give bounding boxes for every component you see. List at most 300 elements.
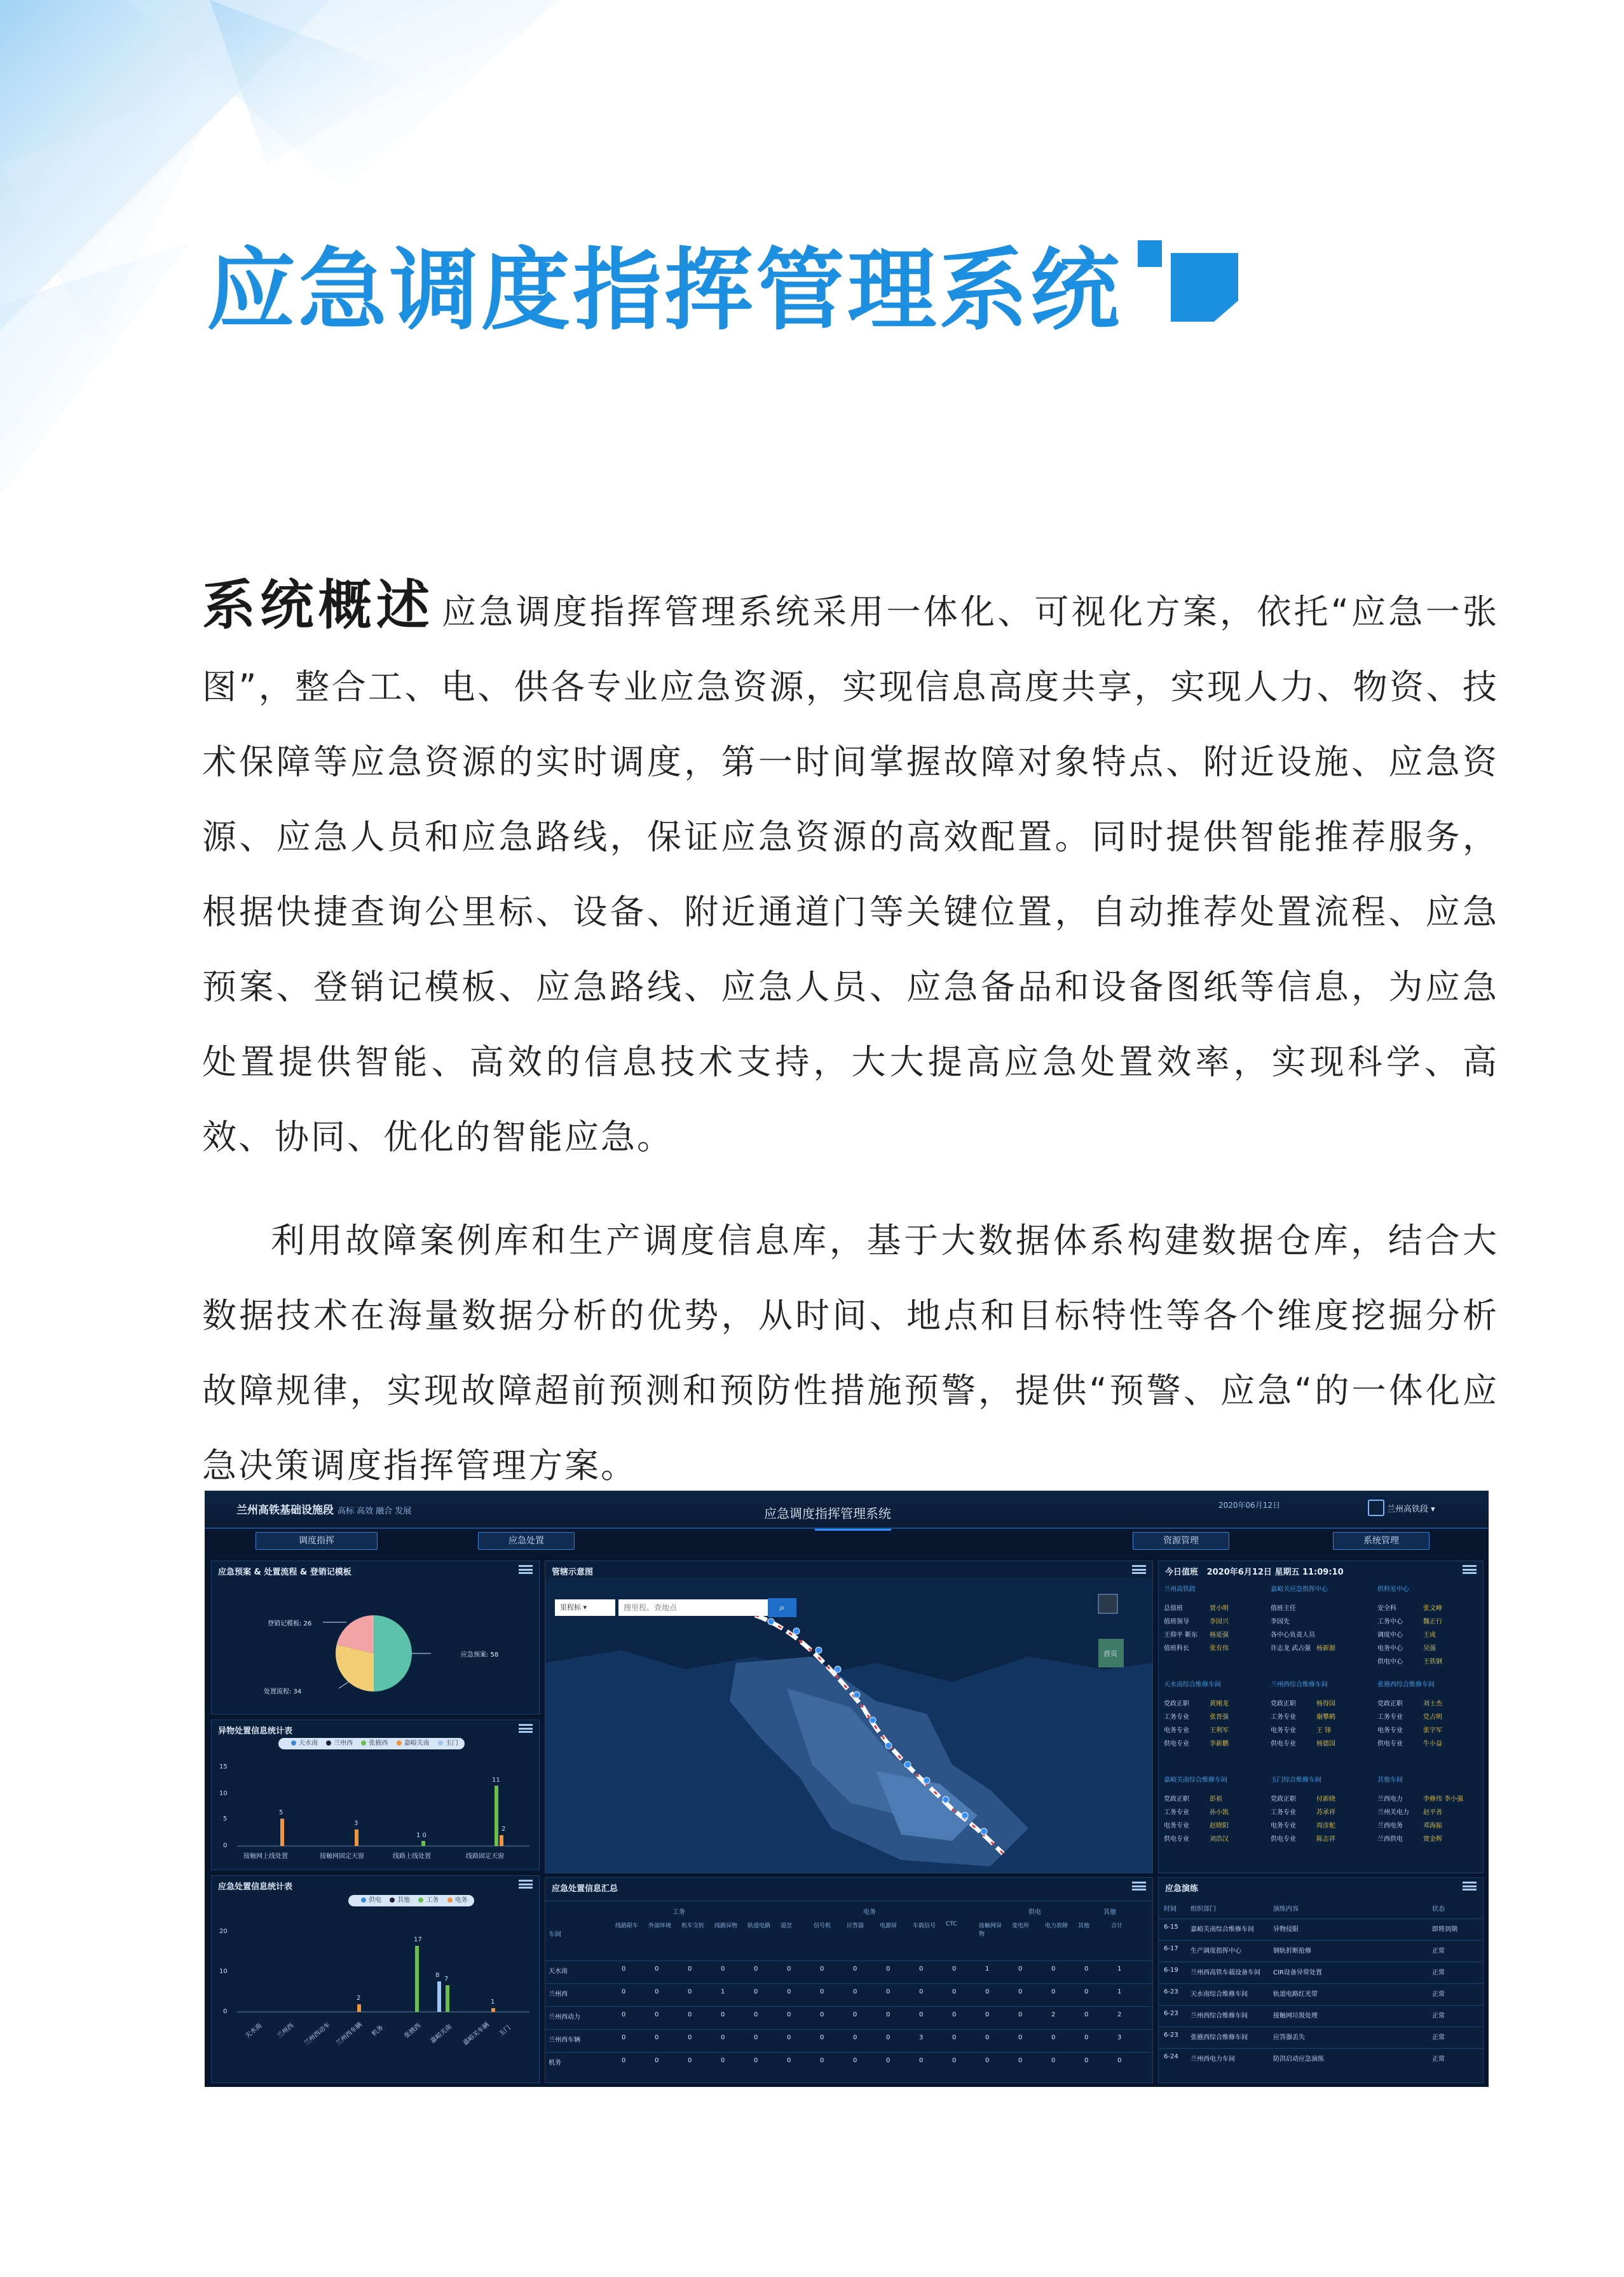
row-divider <box>1159 2005 1483 2006</box>
duty-person: 魏正行 <box>1423 1618 1442 1625</box>
duty-person: 李国兴 <box>1210 1618 1229 1625</box>
summary-cell: 0 <box>754 1966 758 1973</box>
summary-col-header: 信号机 <box>814 1923 831 1929</box>
summary-cell: 0 <box>853 2057 857 2064</box>
summary-cell: 0 <box>787 2011 791 2018</box>
legend-item: 工务 <box>426 1897 439 1904</box>
duty-role: 值班主任 <box>1271 1605 1296 1612</box>
drill-cell: CIR设备异常处置 <box>1273 1969 1322 1976</box>
summary-group: 工务 <box>672 1909 685 1916</box>
dashboard-screenshot <box>205 1491 1489 2087</box>
duty-person: 黄刚龙 <box>1210 1700 1229 1707</box>
drill-cell: 6-23 <box>1164 2010 1178 2017</box>
row-divider <box>545 2052 1152 2053</box>
drill-cell: 正常 <box>1432 1948 1445 1955</box>
pie-slice-plan <box>374 1615 412 1692</box>
user-name[interactable]: 兰州高铁段 ▾ <box>1387 1505 1435 1514</box>
overview-paragraph-2: 利用故障案例库和生产调度信息库，基于大数据体系构建数据仓库，结合大数据技术在海量数据分析的优势，从时间、地点和目标特性等各个维度挖掘分析故障规律，实现故障超前预测和预防性措施预警，提供“预警、应急“的一体化应急决策调度指挥管理方案。 <box>202 1221 1499 1486</box>
drill-cell: 正常 <box>1432 1991 1445 1998</box>
summary-cell: 0 <box>985 2057 990 2064</box>
map-search-input[interactable] <box>618 1599 768 1616</box>
summary-cell: 0 <box>1018 2011 1023 2018</box>
drill-col-header: 状态 <box>1432 1906 1445 1913</box>
duty-role: 电务专业 <box>1271 1822 1296 1829</box>
row-divider <box>1159 1940 1483 1941</box>
duty-person: 吴强 <box>1423 1645 1436 1652</box>
summary-cell: 0 <box>1051 2034 1056 2041</box>
summary-col-header: 接触网异物 <box>979 1923 1002 1938</box>
summary-cell: 0 <box>919 1988 924 1995</box>
duty-role: 供电专业 <box>1164 1836 1189 1843</box>
summary-cell: 0 <box>1018 2057 1023 2064</box>
drill-cell: 正常 <box>1432 2034 1445 2041</box>
summary-cell: 0 <box>688 2034 692 2041</box>
summary-cell: 0 <box>1117 2057 1122 2064</box>
drill-cell: 嘉峪关南综合维修车间 <box>1191 1926 1254 1933</box>
duty-role: 工务专业 <box>1164 1809 1189 1816</box>
duty-time: 2020年6月12日 星期五 11:09:10 <box>1206 1568 1344 1577</box>
summary-col-header: 变电所 <box>1012 1923 1030 1929</box>
duty-person: 刘士杰 <box>1423 1700 1442 1707</box>
duty-role: 工务专业 <box>1164 1714 1189 1721</box>
summary-cell: 0 <box>853 2034 857 2041</box>
drill-cell: 正常 <box>1432 1969 1445 1976</box>
summary-cell: 0 <box>1051 2057 1056 2064</box>
summary-col-header: 线路异物 <box>714 1923 738 1929</box>
duty-role: 供电中心 <box>1377 1658 1403 1665</box>
duty-person: 周彦舵 <box>1316 1822 1335 1829</box>
duty-role: 党政正职 <box>1271 1796 1296 1803</box>
summary-cell: 0 <box>622 2057 626 2064</box>
x-tick: 张掖西 <box>403 2022 423 2040</box>
summary-cell: 0 <box>622 2011 626 2018</box>
duty-role: 供电专业 <box>1164 1740 1189 1747</box>
overview-text-1: 应急调度指挥管理系统采用一体化、可视化方案，依托“应急一张图”，整合工、电、供各专业应急资源，实现信息高度共享，实现人力、物资、技术保障等应急资源的实时调度，第一时间掌握故障对象特点、附近设施、应急资源、应急人员和应急路线，保证应急资源的高效配置。同时提供智能推荐服务，根据快捷查询公里标、设备、附近通道门等关键位置，自动推荐处置流程、应急预案、登销记模板、应急路线、应急人员、应急备品和设备图纸等信息，为应急处置提供智能、高效的信息技术支持，大大提高应急处置效率，实现科学、高效、协同、优化的智能应急。 <box>202 592 1499 1157</box>
summary-cell: 0 <box>787 1966 791 1973</box>
layers-icon <box>1098 1594 1117 1613</box>
y-tick: 20 <box>219 1928 228 1935</box>
duty-role: 总值班 <box>1164 1605 1183 1612</box>
summary-cell: 0 <box>655 2057 659 2064</box>
summary-cell: 0 <box>1051 1988 1056 1995</box>
duty-role: 工务专业 <box>1271 1714 1296 1721</box>
drill-cell: 异物侵限 <box>1273 1926 1299 1933</box>
legend-item: 兰州西 <box>334 1740 353 1747</box>
drill-cell: 6-17 <box>1164 1945 1178 1952</box>
duty-role: 供电专业 <box>1377 1740 1403 1747</box>
legend-item: 供电 <box>369 1897 381 1904</box>
drill-cell: 正常 <box>1432 2056 1445 2063</box>
y-tick: 0 <box>223 1842 228 1849</box>
drill-cell: 6-24 <box>1164 2053 1178 2060</box>
drill-cell: 6-19 <box>1164 1967 1178 1974</box>
dashboard-topbar <box>205 1491 1489 1529</box>
duty-role: 安全科 <box>1377 1605 1396 1612</box>
duty-person: 张文峰 <box>1423 1605 1442 1612</box>
map-home-button[interactable]: 首页 <box>1103 1650 1117 1658</box>
duty-role: 各中心负责人员 <box>1271 1632 1315 1639</box>
dashboard-title: 应急调度指挥管理系统 <box>764 1506 891 1521</box>
summary-group: 其他 <box>1103 1909 1116 1916</box>
duty-role: 值班科长 <box>1164 1645 1189 1652</box>
duty-role: 电务中心 <box>1377 1645 1403 1652</box>
summary-cell: 1 <box>1117 1966 1122 1973</box>
summary-cell: 0 <box>1018 1966 1023 1973</box>
pie-label-process: 处置流程: 34 <box>264 1688 302 1695</box>
duty-person: 杨德国 <box>1316 1740 1335 1747</box>
bar-value: 11 <box>492 1777 500 1784</box>
nav-system-button[interactable]: 系统管理 <box>1333 1532 1430 1550</box>
nav-resource-button[interactable]: 资源管理 <box>1133 1532 1229 1550</box>
summary-cell: 0 <box>655 1966 659 1973</box>
summary-cell: 0 <box>952 1988 957 1995</box>
bar1-chart <box>212 1720 539 1870</box>
drill-cell: 6-23 <box>1164 2032 1178 2039</box>
drill-cell: 兰州西电力车间 <box>1191 2056 1235 2063</box>
duty-panel-title <box>1165 1565 1344 1577</box>
duty-role: 兰西电力 <box>1377 1796 1403 1803</box>
duty-role: 许志龙 武占强 <box>1271 1645 1311 1652</box>
summary-cell: 0 <box>622 1966 626 1973</box>
summary-cell: 1 <box>1117 1988 1122 1995</box>
duty-person: 刘浩汉 <box>1210 1836 1229 1843</box>
summary-cell: 0 <box>688 2057 692 2064</box>
duty-role: 李国先 <box>1271 1618 1290 1625</box>
overview-paragraph-1 <box>202 568 1499 1175</box>
summary-cell: 0 <box>688 2011 692 2018</box>
drill-cell: 应答器丢失 <box>1273 2034 1305 2041</box>
duty-person: 贾金辉 <box>1423 1836 1442 1843</box>
duty-person: 张有伟 <box>1210 1645 1229 1652</box>
summary-col-station: 车间 <box>549 1931 561 1938</box>
summary-cell: 3 <box>919 2034 924 2041</box>
summary-cell: 0 <box>886 1966 890 1973</box>
summary-cell: 0 <box>1084 2057 1089 2064</box>
user-label: 兰州高铁段 <box>1387 1505 1429 1514</box>
map-mode-select[interactable]: 里程标 ▾ <box>555 1599 615 1616</box>
duty-role: 兰州关电力 <box>1377 1809 1409 1816</box>
drill-cell: 兰州西高铁车载设备车间 <box>1191 1969 1260 1976</box>
duty-person: 杨得国 <box>1316 1700 1335 1707</box>
pie-panel <box>211 1561 540 1714</box>
summary-row-name: 兰州西车辆 <box>549 2037 580 2044</box>
duty-group-name: 玉门综合维修车间 <box>1271 1777 1321 1784</box>
x-tick: 接触网上线处置 <box>243 1853 288 1860</box>
duty-role: 供电专业 <box>1271 1836 1296 1843</box>
summary-cell: 0 <box>919 1966 924 1973</box>
map-panel-title: 管辖示意图 <box>552 1568 594 1577</box>
summary-cell: 0 <box>721 2057 725 2064</box>
duty-role: 党政正职 <box>1377 1700 1403 1707</box>
duty-person: 王利军 <box>1210 1727 1229 1734</box>
summary-cell: 0 <box>787 2034 791 2041</box>
summary-cell: 0 <box>820 1966 824 1973</box>
duty-person: 李新鹏 <box>1210 1740 1229 1747</box>
duty-role: 党政正职 <box>1164 1700 1189 1707</box>
summary-group: 电务 <box>863 1909 876 1916</box>
summary-cell: 0 <box>688 1966 692 1973</box>
summary-cell: 0 <box>820 1988 824 1995</box>
y-tick: 10 <box>219 1790 228 1797</box>
drill-cell: 接触网垃圾处理 <box>1273 2013 1318 2020</box>
duty-person: 牛小益 <box>1423 1740 1442 1747</box>
bar-value: 2 <box>357 1995 361 2002</box>
summary-cell: 0 <box>1051 1966 1056 1973</box>
summary-cell: 0 <box>754 2034 758 2041</box>
duty-person: 张晋强 <box>1210 1714 1229 1721</box>
summary-cell: 0 <box>853 1966 857 1973</box>
summary-row-name: 兰州西 <box>549 1991 568 1998</box>
menu-icon[interactable] <box>1132 1882 1146 1891</box>
drill-col-header: 时间 <box>1164 1906 1177 1913</box>
summary-cell: 0 <box>886 1988 890 1995</box>
org-label: 兰州高铁基础设施段 <box>236 1504 334 1517</box>
duty-person: 贾小明 <box>1210 1605 1229 1612</box>
summary-cell: 0 <box>754 2057 758 2064</box>
summary-col-header: 应答器 <box>847 1923 864 1929</box>
drill-cell: 天水南综合维修车间 <box>1191 1991 1248 1998</box>
duty-role: 党政正职 <box>1164 1796 1189 1803</box>
summary-col-header: 电力故障 <box>1045 1923 1068 1929</box>
bar-value: 2 <box>502 1826 506 1833</box>
summary-col-header: CTC <box>946 1921 957 1927</box>
map-select-label: 里程标 <box>560 1603 581 1611</box>
duty-person: 谢攀鹤 <box>1316 1714 1335 1721</box>
summary-cell: 0 <box>655 1988 659 1995</box>
duty-group-name: 天水南综合维修车间 <box>1164 1681 1221 1688</box>
bar1-panel <box>211 1720 540 1870</box>
drill-cell: 张掖西综合维修车间 <box>1191 2034 1248 2041</box>
summary-cell: 0 <box>952 1966 957 1973</box>
bar2-panel <box>211 1875 540 2083</box>
duty-person: 李修伟 李小强 <box>1423 1796 1464 1803</box>
duty-person: 付新晓 <box>1316 1796 1335 1803</box>
summary-cell: 0 <box>622 2034 626 2041</box>
summary-cell: 0 <box>886 2034 890 2041</box>
legend-item: 其他 <box>397 1897 411 1904</box>
nav-dispatch-button[interactable]: 调度指挥 <box>256 1532 378 1550</box>
summary-cell: 0 <box>820 2011 824 2018</box>
drill-col-header: 组织部门 <box>1191 1906 1216 1913</box>
summary-cell: 0 <box>1018 1988 1023 1995</box>
bar1-panel-title: 异物处置信息统计表 <box>218 1727 293 1736</box>
summary-row-name: 天水南 <box>549 1968 568 1975</box>
summary-panel-title: 应急处置信息汇总 <box>552 1884 618 1894</box>
user-avatar-icon[interactable] <box>1368 1500 1384 1516</box>
summary-cell: 0 <box>952 2034 957 2041</box>
summary-cell: 2 <box>1051 2011 1056 2018</box>
summary-cell: 0 <box>1084 1988 1089 1995</box>
summary-cell: 3 <box>1117 2034 1122 2041</box>
row-divider <box>1159 1983 1483 1984</box>
summary-col-header: 电源屏 <box>880 1923 897 1929</box>
summary-cell: 0 <box>1084 1966 1089 1973</box>
summary-cell: 1 <box>721 1988 725 1995</box>
x-tick: 兰州西 <box>276 2022 296 2040</box>
x-tick: 机务 <box>371 2024 385 2038</box>
summary-cell: 0 <box>721 2034 725 2041</box>
summary-cell: 1 <box>985 1966 990 1973</box>
duty-person: 赵晓阳 <box>1210 1822 1229 1829</box>
duty-title: 今日值班 <box>1165 1568 1199 1577</box>
legend-item: 玉门 <box>445 1740 458 1747</box>
pie-panel-title: 应急预案 & 处置流程 & 登销记模板 <box>218 1568 351 1577</box>
summary-cell: 0 <box>688 1988 692 1995</box>
duty-role: 调度中心 <box>1377 1632 1403 1639</box>
summary-cell: 0 <box>820 2034 824 2041</box>
duty-group-name: 兰州高铁段 <box>1164 1586 1196 1593</box>
drill-col-header: 演练内容 <box>1273 1906 1299 1913</box>
summary-cell: 0 <box>622 1988 626 1995</box>
duty-person: 赵平善 <box>1423 1809 1442 1816</box>
summary-cell: 2 <box>1117 2011 1122 2018</box>
row-divider <box>545 1960 1152 1961</box>
legend-item: 电务 <box>454 1897 468 1904</box>
duty-role: 王仰平 靳东 <box>1164 1632 1198 1639</box>
x-tick: 兰州西动车 <box>303 2021 332 2048</box>
bar-value: 8 <box>435 1972 440 1979</box>
x-tick: 嘉峪关车辆 <box>461 2021 491 2048</box>
duty-person: 邓海振 <box>1423 1822 1442 1829</box>
duty-role: 工务专业 <box>1377 1714 1403 1721</box>
summary-col-header: 车载信号 <box>913 1923 936 1929</box>
summary-cell: 0 <box>1018 2034 1023 2041</box>
drill-cell: 轨道电路红光带 <box>1273 1991 1318 1998</box>
duty-role: 供电专业 <box>1271 1740 1296 1747</box>
legend-item: 天水南 <box>299 1740 318 1747</box>
summary-cell: 0 <box>919 2057 924 2064</box>
summary-cell: 0 <box>985 1988 990 1995</box>
title-underline <box>815 1528 891 1533</box>
summary-col-header: 机车交转 <box>681 1923 705 1929</box>
drill-cell: 钢轨折断抢修 <box>1273 1948 1311 1955</box>
duty-person: 杨延强 <box>1210 1632 1229 1639</box>
bar2-panel-title: 应急处置信息统计表 <box>218 1882 293 1892</box>
duty-group-name: 嘉峪关应急指挥中心 <box>1271 1586 1328 1593</box>
x-tick: 线路固定天窗 <box>466 1853 504 1860</box>
legend-item: 张掖西 <box>369 1740 388 1747</box>
drill-cell: 6-15 <box>1164 1924 1178 1931</box>
row-divider <box>1159 1918 1483 1919</box>
title-accent-icon <box>1138 240 1239 323</box>
duty-person: 陈志祥 <box>1316 1836 1335 1843</box>
drill-panel <box>1158 1877 1484 2083</box>
drill-panel-title: 应急演练 <box>1165 1884 1199 1894</box>
summary-cell: 0 <box>952 2011 957 2018</box>
map-panel <box>545 1561 1153 1873</box>
overview-lead: 系统概述 <box>202 573 435 636</box>
dashboard-date: 2020年06月12日 <box>1218 1501 1281 1510</box>
summary-cell: 0 <box>886 2011 890 2018</box>
x-tick: 接触网固定天窗 <box>320 1853 364 1860</box>
page-title: 应急调度指挥管理系统 <box>207 239 1122 343</box>
summary-col-header: 道岔 <box>781 1923 793 1929</box>
summary-cell: 0 <box>655 2034 659 2041</box>
duty-role: 工务专业 <box>1271 1809 1296 1816</box>
drill-cell: 6-23 <box>1164 1988 1178 1995</box>
org-motto: 高标 高效 融合 发展 <box>338 1507 412 1516</box>
duty-person: 党占明 <box>1423 1714 1442 1721</box>
duty-group-name: 嘉峪关南综合维修车间 <box>1164 1777 1227 1784</box>
org-name <box>236 1501 411 1517</box>
summary-col-header: 外部环境 <box>648 1923 672 1929</box>
drill-cell: 即将到期 <box>1432 1926 1457 1933</box>
bar-value: 7 <box>444 1976 449 1983</box>
duty-person: 杨新源 <box>1316 1645 1335 1652</box>
duty-person: 彭祖 <box>1210 1796 1222 1803</box>
y-tick: 10 <box>219 1968 228 1975</box>
duty-person: 孙小凯 <box>1210 1809 1229 1816</box>
duty-role: 兰西供电 <box>1377 1836 1403 1843</box>
search-icon[interactable]: ⌕ <box>768 1598 796 1617</box>
y-tick: 15 <box>219 1763 228 1770</box>
duty-role: 工务中心 <box>1377 1618 1403 1625</box>
bar-value: 3 <box>354 1820 358 1827</box>
drill-cell: 防洪启动应急演练 <box>1273 2056 1324 2063</box>
summary-cell: 0 <box>952 2057 957 2064</box>
drill-cell: 生产调度指挥中心 <box>1191 1948 1241 1955</box>
drill-cell: 正常 <box>1432 2013 1445 2020</box>
summary-row-name: 机务 <box>549 2060 561 2067</box>
summary-cell: 0 <box>985 2034 990 2041</box>
row-divider <box>545 2029 1152 2030</box>
bar-value: 1 <box>491 1999 495 2006</box>
duty-group-name: 其他车间 <box>1377 1777 1403 1784</box>
bar-value: 1 0 <box>416 1832 426 1839</box>
drill-cell: 兰州西综合维修车间 <box>1191 2013 1248 2020</box>
summary-cell: 0 <box>787 2057 791 2064</box>
summary-group: 供电 <box>1028 1909 1041 1916</box>
summary-col-header: 线路限车 <box>615 1923 639 1929</box>
menu-icon[interactable] <box>1463 1882 1477 1891</box>
summary-col-header: 合计 <box>1111 1923 1123 1929</box>
row-divider <box>545 1983 1152 1984</box>
summary-cell: 0 <box>754 1988 758 1995</box>
x-tick: 兰州西车辆 <box>334 2021 364 2048</box>
pie-label-plan: 应急预案: 58 <box>461 1651 499 1658</box>
legend-item: 嘉峪关南 <box>404 1740 430 1747</box>
menu-icon[interactable] <box>1463 1565 1477 1574</box>
summary-cell: 0 <box>655 2011 659 2018</box>
duty-role: 兰西电务 <box>1377 1822 1403 1829</box>
nav-emergency-button[interactable]: 应急处置 <box>478 1532 575 1550</box>
summary-cell: 0 <box>721 2011 725 2018</box>
bar-value: 17 <box>414 1936 422 1943</box>
duty-person: 王 锋 <box>1316 1727 1332 1734</box>
duty-person: 王成 <box>1423 1632 1436 1639</box>
duty-group-name: 张掖西综合维修车间 <box>1377 1681 1435 1688</box>
summary-cell: 0 <box>721 1966 725 1973</box>
x-tick: 嘉峪关南 <box>429 2023 454 2046</box>
summary-cell: 0 <box>787 1988 791 1995</box>
summary-cell: 0 <box>754 2011 758 2018</box>
duty-role: 电务专业 <box>1164 1727 1189 1734</box>
summary-cell: 0 <box>853 1988 857 1995</box>
summary-row-name: 兰州西动力 <box>549 2014 580 2021</box>
duty-role: 电务专业 <box>1377 1727 1403 1734</box>
summary-cell: 0 <box>919 2011 924 2018</box>
duty-person: 王铁钢 <box>1423 1658 1442 1665</box>
summary-col-header: 其他 <box>1078 1923 1090 1929</box>
duty-role: 党政正职 <box>1271 1700 1296 1707</box>
y-tick: 0 <box>223 2008 228 2015</box>
row-divider <box>545 2006 1152 2007</box>
x-tick: 玉门 <box>498 2024 512 2038</box>
duty-panel <box>1158 1561 1484 1873</box>
summary-cell: 0 <box>985 2011 990 2018</box>
summary-col-header: 轨道电路 <box>747 1923 771 1929</box>
summary-cell: 0 <box>1084 2011 1089 2018</box>
